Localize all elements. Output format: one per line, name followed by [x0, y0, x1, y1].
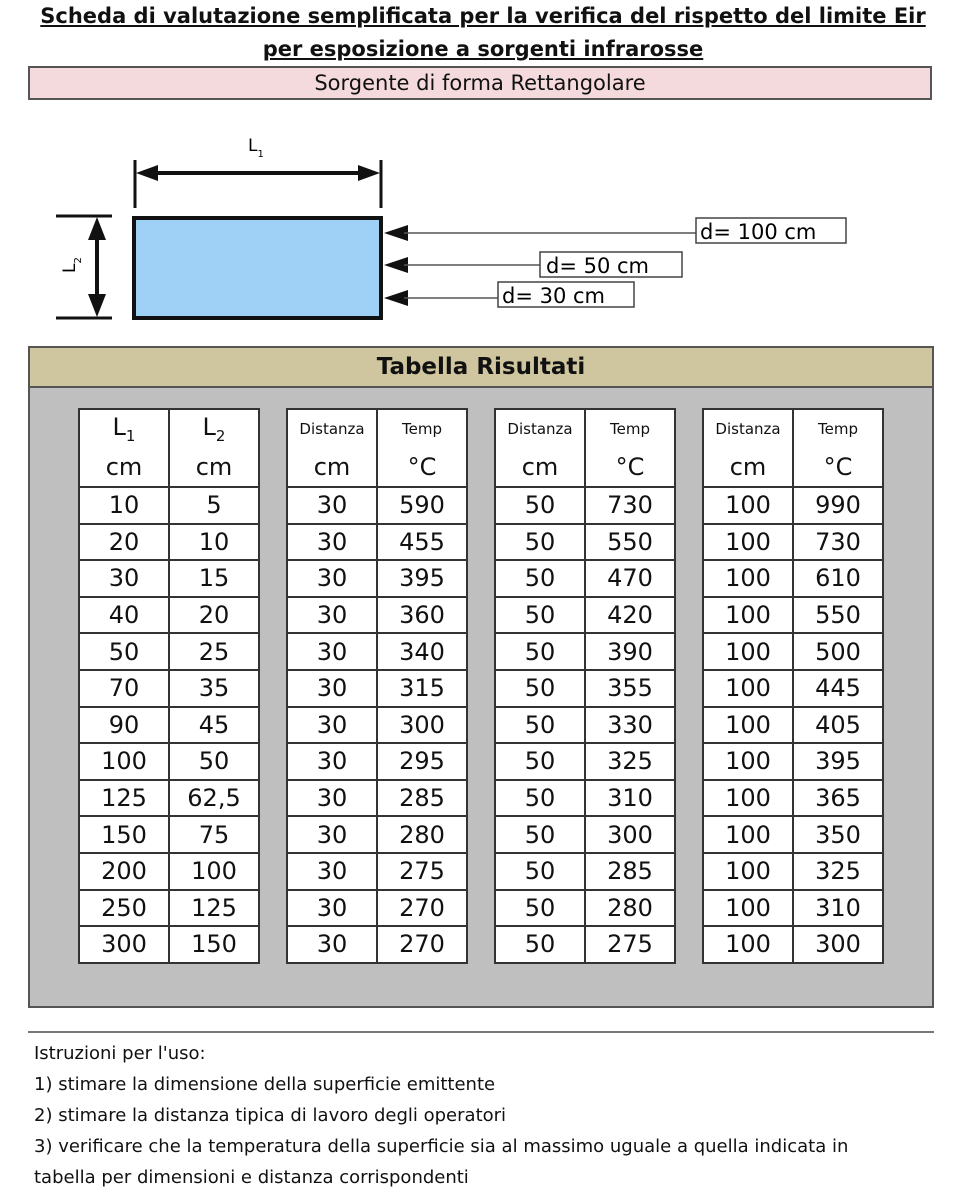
table-row — [287, 597, 467, 634]
l1-value: 70 — [79, 670, 169, 707]
temp-value: 300 — [377, 707, 467, 744]
distance-value: 100 — [703, 743, 793, 780]
table-row — [287, 926, 467, 963]
distance-value: 50 — [495, 890, 585, 927]
temp-value: 350 — [793, 816, 883, 853]
temp-value: 300 — [793, 926, 883, 963]
l1-value: 10 — [79, 487, 169, 524]
table-row — [287, 780, 467, 817]
table-row — [287, 743, 467, 780]
temp-value: 395 — [793, 743, 883, 780]
temp-value: 500 — [793, 633, 883, 670]
temp-value: 325 — [585, 743, 675, 780]
table-row — [495, 816, 675, 853]
temp-value: 390 — [585, 633, 675, 670]
l2-top-arrowhead — [88, 217, 106, 240]
distance-unit: cm — [287, 448, 377, 487]
temp-value: 360 — [377, 597, 467, 634]
l2-value: 75 — [169, 816, 259, 853]
temp-value: 295 — [377, 743, 467, 780]
distance-50-table — [494, 408, 676, 964]
temp-value: 610 — [793, 560, 883, 597]
table-row — [495, 743, 675, 780]
l2-value: 125 — [169, 890, 259, 927]
l1-value: 50 — [79, 633, 169, 670]
distance-50-label: d= 50 cm — [546, 254, 650, 278]
temp-value: 395 — [377, 560, 467, 597]
l1-value: 125 — [79, 780, 169, 817]
l1-unit: cm — [79, 448, 169, 487]
table-row — [79, 670, 259, 707]
instruction-step-2: 2) stimare la distanza tipica di lavoro degli operatori — [34, 1105, 507, 1126]
distance-value: 30 — [287, 853, 377, 890]
temp-value: 340 — [377, 633, 467, 670]
distance-column-header: Distanza — [703, 409, 793, 448]
distance-value: 30 — [287, 487, 377, 524]
l2-bottom-arrowhead — [88, 294, 106, 317]
instruction-step-3: 3) verificare che la temperatura della superficie sia al massimo uguale a quella indicata in — [34, 1136, 849, 1157]
l1-value: 100 — [79, 743, 169, 780]
distance-value: 100 — [703, 780, 793, 817]
distance-value: 100 — [703, 853, 793, 890]
temp-column-header: Temp — [793, 409, 883, 448]
unit-row — [495, 448, 675, 487]
temp-value: 355 — [585, 670, 675, 707]
temp-value: 470 — [585, 560, 675, 597]
l2-value: 50 — [169, 743, 259, 780]
header-row — [495, 409, 675, 448]
table-row — [703, 707, 883, 744]
temp-value: 280 — [585, 890, 675, 927]
table-row — [79, 633, 259, 670]
page-title-line-2: per esposizione a sorgenti infrarosse — [262, 37, 704, 61]
l1-value: 200 — [79, 853, 169, 890]
l2-value: 20 — [169, 597, 259, 634]
temp-column-header: Temp — [585, 409, 675, 448]
table-row — [79, 524, 259, 561]
distance-value: 100 — [703, 633, 793, 670]
temp-value: 730 — [793, 524, 883, 561]
table-row — [703, 670, 883, 707]
table-row — [79, 853, 259, 890]
section-divider — [28, 1031, 934, 1033]
table-row — [703, 597, 883, 634]
header-row — [287, 409, 467, 448]
l2-value: 10 — [169, 524, 259, 561]
temp-value: 405 — [793, 707, 883, 744]
table-row — [703, 487, 883, 524]
distance-value: 50 — [495, 743, 585, 780]
table-row — [495, 780, 675, 817]
table-row — [287, 816, 467, 853]
table-row — [495, 707, 675, 744]
distance-value: 50 — [495, 524, 585, 561]
instruction-step-1: 1) stimare la dimensione della superficie emittente — [34, 1074, 496, 1095]
l1-right-arrowhead — [358, 165, 380, 181]
table-row — [79, 780, 259, 817]
l1-value: 20 — [79, 524, 169, 561]
distance-value: 30 — [287, 890, 377, 927]
distance-column-header: Distanza — [495, 409, 585, 448]
table-row — [79, 560, 259, 597]
unit-row — [703, 448, 883, 487]
temp-value: 550 — [793, 597, 883, 634]
distance-value: 30 — [287, 524, 377, 561]
distance-value: 30 — [287, 780, 377, 817]
instructions-heading: Istruzioni per l'uso: — [34, 1043, 206, 1064]
l1-value: 30 — [79, 560, 169, 597]
instruction-step-3-continued: tabella per dimensioni e distanza corrispondenti — [34, 1167, 469, 1188]
table-row — [287, 524, 467, 561]
table-row — [79, 743, 259, 780]
temp-value: 990 — [793, 487, 883, 524]
table-row — [495, 524, 675, 561]
infrared-source-rectangle — [134, 218, 381, 318]
table-row — [703, 853, 883, 890]
temp-value: 270 — [377, 890, 467, 927]
temp-value: 365 — [793, 780, 883, 817]
l2-value: 45 — [169, 707, 259, 744]
unit-row — [287, 448, 467, 487]
distance-value: 50 — [495, 780, 585, 817]
table-row — [703, 633, 883, 670]
table-row — [495, 890, 675, 927]
distance-value: 100 — [703, 670, 793, 707]
l2-unit: cm — [169, 448, 259, 487]
distance-value: 50 — [495, 816, 585, 853]
table-row — [703, 926, 883, 963]
table-row — [703, 816, 883, 853]
distance-value: 100 — [703, 524, 793, 561]
temp-value: 730 — [585, 487, 675, 524]
page-title-line-1: Scheda di valutazione semplificata per la verifica del rispetto del limite Eir — [40, 4, 926, 28]
table-row — [287, 890, 467, 927]
distance-value: 50 — [495, 633, 585, 670]
distance-value: 100 — [703, 816, 793, 853]
temp-unit: °C — [585, 448, 675, 487]
l1-label: $L_1$ — [248, 136, 264, 160]
distance-value: 50 — [495, 707, 585, 744]
l1-value: 250 — [79, 890, 169, 927]
temp-value: 550 — [585, 524, 675, 561]
table-row — [495, 633, 675, 670]
dimensions-table — [78, 408, 260, 964]
l2-column-header: $L_2$ — [169, 409, 259, 448]
temp-value: 275 — [585, 926, 675, 963]
l2-value: 35 — [169, 670, 259, 707]
l1-left-arrowhead — [136, 165, 158, 181]
distance-value: 50 — [495, 597, 585, 634]
distance-value: 30 — [287, 633, 377, 670]
temp-value: 285 — [585, 853, 675, 890]
distance-value: 100 — [703, 707, 793, 744]
l2-value: 5 — [169, 487, 259, 524]
distance-column-header: Distanza — [287, 409, 377, 448]
distance-unit: cm — [495, 448, 585, 487]
source-diagram — [0, 120, 966, 335]
temp-value: 285 — [377, 780, 467, 817]
table-row — [79, 597, 259, 634]
temp-value: 455 — [377, 524, 467, 561]
temp-value: 330 — [585, 707, 675, 744]
table-row — [495, 670, 675, 707]
temp-value: 300 — [585, 816, 675, 853]
temp-value: 420 — [585, 597, 675, 634]
temp-value: 445 — [793, 670, 883, 707]
l2-value: 25 — [169, 633, 259, 670]
table-row — [79, 707, 259, 744]
table-row — [79, 890, 259, 927]
distance-value: 50 — [495, 853, 585, 890]
table-row — [79, 926, 259, 963]
table-row — [495, 597, 675, 634]
results-panel — [28, 346, 934, 1008]
distance-value: 30 — [287, 560, 377, 597]
distance-value: 30 — [287, 707, 377, 744]
temp-value: 275 — [377, 853, 467, 890]
temp-value: 325 — [793, 853, 883, 890]
instructions — [34, 1038, 924, 1193]
l2-value: 62,5 — [169, 780, 259, 817]
source-shape-subtitle: Sorgente di forma Rettangolare — [28, 66, 932, 100]
results-title: Tabella Risultati — [30, 348, 932, 388]
table-row — [703, 560, 883, 597]
l1-value: 90 — [79, 707, 169, 744]
table-row — [495, 926, 675, 963]
table-row — [287, 487, 467, 524]
table-row — [79, 487, 259, 524]
distance-value: 30 — [287, 670, 377, 707]
distance-value: 100 — [703, 890, 793, 927]
distance-value: 50 — [495, 926, 585, 963]
l1-column-header: $L_1$ — [79, 409, 169, 448]
distance-unit: cm — [703, 448, 793, 487]
l1-value: 150 — [79, 816, 169, 853]
temp-value: 270 — [377, 926, 467, 963]
distance-30-label: d= 30 cm — [502, 284, 606, 308]
distance-value: 50 — [495, 560, 585, 597]
l2-value: 15 — [169, 560, 259, 597]
distance-value: 100 — [703, 926, 793, 963]
distance-value: 50 — [495, 670, 585, 707]
distance-value: 100 — [703, 597, 793, 634]
table-row — [287, 560, 467, 597]
table-row — [703, 524, 883, 561]
l1-value: 300 — [79, 926, 169, 963]
distance-value: 100 — [703, 560, 793, 597]
table-row — [287, 853, 467, 890]
temp-value: 310 — [793, 890, 883, 927]
l2-label: $L_2$ — [60, 257, 84, 273]
temp-value: 280 — [377, 816, 467, 853]
temp-unit: °C — [793, 448, 883, 487]
table-row — [287, 707, 467, 744]
table-row — [495, 560, 675, 597]
table-row — [703, 890, 883, 927]
distance-value: 30 — [287, 597, 377, 634]
distance-value: 30 — [287, 743, 377, 780]
table-row — [703, 780, 883, 817]
distance-100-label: d= 100 cm — [700, 220, 817, 244]
distance-100-table — [702, 408, 884, 964]
table-row — [495, 487, 675, 524]
distance-value: 50 — [495, 487, 585, 524]
table-row — [79, 816, 259, 853]
distance-value: 100 — [703, 487, 793, 524]
temp-column-header: Temp — [377, 409, 467, 448]
l2-value: 150 — [169, 926, 259, 963]
l2-value: 100 — [169, 853, 259, 890]
temp-value: 315 — [377, 670, 467, 707]
table-row — [495, 853, 675, 890]
l1-value: 40 — [79, 597, 169, 634]
distance-value: 30 — [287, 816, 377, 853]
distance-value: 30 — [287, 926, 377, 963]
temp-value: 590 — [377, 487, 467, 524]
header-row — [703, 409, 883, 448]
temp-unit: °C — [377, 448, 467, 487]
table-row — [287, 670, 467, 707]
table-row — [703, 743, 883, 780]
distance-30-table — [286, 408, 468, 964]
table-row — [287, 633, 467, 670]
temp-value: 310 — [585, 780, 675, 817]
